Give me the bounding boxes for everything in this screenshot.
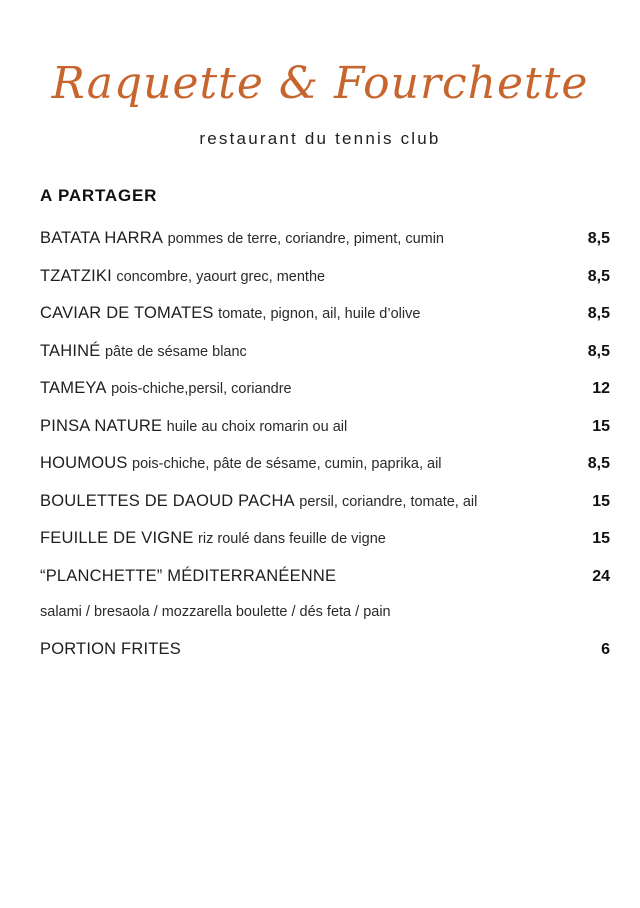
menu-item-row <box>40 454 610 474</box>
item-description: persil, coriandre, tomate, ail <box>299 493 478 510</box>
item-description: pois-chiche,persil, coriandre <box>111 381 292 397</box>
item-name: BOULETTES DE DAOUD PACHA <box>40 491 295 510</box>
item-name: TAHINÉ <box>40 341 101 360</box>
menu-item-row <box>40 379 610 399</box>
item-description: concombre, yaourt grec, menthe <box>116 268 326 285</box>
restaurant-subtitle: restaurant du tennis club <box>199 129 441 148</box>
item-price: 24 <box>592 567 610 585</box>
item-name: TAMEYA <box>40 379 107 397</box>
item-price: 8,5 <box>587 267 610 285</box>
restaurant-logo: Raquette & Fourchette <box>51 58 589 109</box>
menu-item-row <box>40 267 610 287</box>
item-name: CAVIAR DE TOMATES <box>40 304 214 322</box>
menu-item-row <box>40 492 610 512</box>
item-price: 15 <box>592 492 610 510</box>
item-name: FEUILLE DE VIGNE <box>40 529 194 547</box>
item-price: 8,5 <box>587 342 610 360</box>
item-note: salami / bresaola / mozzarella boulette / dés feta / pain <box>40 604 391 620</box>
item-price: 8,5 <box>587 305 610 322</box>
menu-item-row <box>40 567 610 586</box>
item-description: pois-chiche, pâte de sésame, cumin, paprika, ail <box>132 456 442 472</box>
item-name: “PLANCHETTE” MÉDITERRANÉENNE <box>40 566 337 585</box>
menu-item-row <box>40 417 610 437</box>
item-name: HOUMOUS <box>40 454 128 472</box>
item-price: 12 <box>592 380 610 397</box>
item-description: pâte de sésame blanc <box>104 343 247 360</box>
menu-item-row <box>40 342 610 362</box>
item-price: 8,5 <box>587 230 610 247</box>
item-price: 15 <box>592 530 610 547</box>
menu-item-row <box>40 640 610 659</box>
item-price: 15 <box>592 417 610 435</box>
item-description: huile au choix romarin ou ail <box>166 418 348 435</box>
section-title: A PARTAGER <box>40 186 158 205</box>
item-description: pommes de terre, coriandre, piment, cumin <box>167 231 444 247</box>
item-name: PORTION FRITES <box>40 639 181 658</box>
menu-item-row <box>40 229 610 249</box>
menu-content <box>40 186 610 659</box>
item-name: BATATA HARRA <box>40 229 164 247</box>
item-price: 8,5 <box>587 455 610 472</box>
item-name: PINSA NATURE <box>40 416 163 435</box>
item-name: TZATZIKI <box>40 266 112 285</box>
menu-item-row <box>40 529 610 549</box>
item-price: 6 <box>601 640 610 658</box>
menu-item-row <box>40 304 610 324</box>
item-description: tomate, pignon, ail, huile d’olive <box>218 306 421 322</box>
item-description: riz roulé dans feuille de vigne <box>198 531 386 547</box>
